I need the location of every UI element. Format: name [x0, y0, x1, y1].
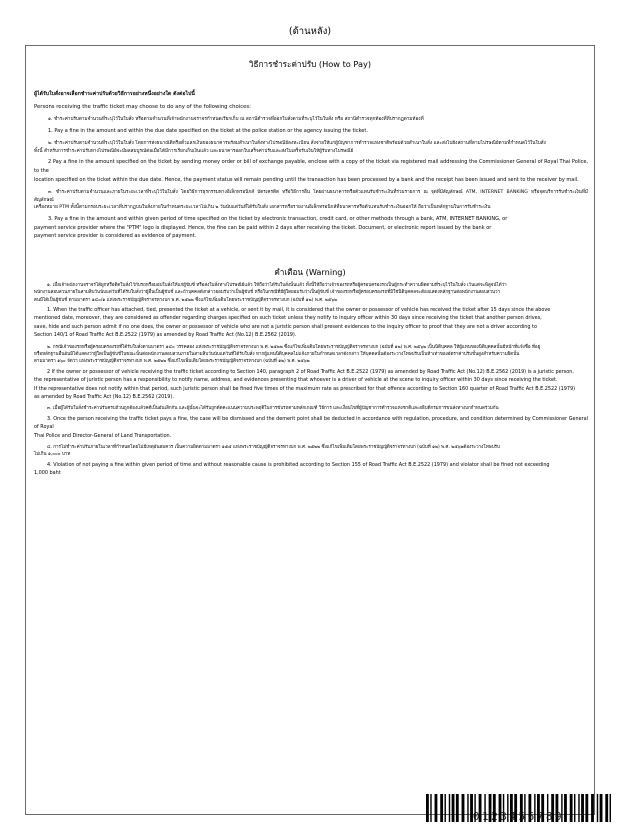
how-to-pay-intro-english: Persons receiving the traffic ticket may choose to do any of the following choices: — [34, 104, 251, 110]
pay-option-2 — [34, 140, 588, 184]
pay-option-3-thai-line-1: ๓. ชำระค่าปรับตามจำนวนและภายในระยะเวลาที่ระบุไว้ในใบสั่ง โดยวิธีการธุรกรรมทางอิเล็กทรอนิกส์ บัตรเครดิต หรือวิธีการอื่น โดยผ่านธนาคารหรือตัวแทนรับชำระเงินที่ร่วมรายการ ณ จุดที่มีสัญลักษณ์ ATM, INTERNET BANKING หรือจุดบริการรับชำระเงินที่มีสัญลักษณ์ — [34, 190, 588, 203]
pay-option-1 — [34, 116, 588, 135]
warning-1-thai-line-2: พนักงานสอบสวนภายในสามสิบวันนับแต่วันที่ได้รับใบสั่งว่าผู้อื่นเป็นผู้ขับขี่ และถ้าบุคคลดังกล่าวยอมรับว่าเป็นผู้ขับขี่ หรือในกรณีที่มีผู้ใดยอมรับว่าเป็นผู้ขับขี่ เจ้าของรถหรือผู้ครอบครองรถที่มิใช่นิติบุคคลจะต้องแสดงหลักฐานต่อพนักงานสอบสวนว่า — [34, 290, 501, 296]
warning-2-thai-line-1: ๒. กรณีเจ้าของรถหรือผู้ครอบครองรถที่ได้รับใบสั่งตามมาตรา ๑๔๐ วรรคสอง แห่งพระราชบัญญัติจราจรทางบก พ.ศ. ๒๕๒๒ ซึ่งแก้ไขเพิ่มเติมโดยพระราชบัญญัติจราจรทางบก (ฉบับที่ ๑๒) พ.ศ. ๒๕๖๒ เป็นนิติบุคคล ให้ผู้แทนของนิติบุคคลนั้นมีหน้าที่แจ้งชื่อ ที่อยู่ — [47, 344, 541, 350]
warning-1-english-line-2: mentioned date, moreover, they are considered as offender regarding charges specified on such ticket unless they notify to inquiry officer within 30 days since receiving the ticket that another person drives, — [34, 315, 542, 322]
warning-1-english-line-4: Section 140/1 of Road Traffic Act B.E.2522 (1979) as amended by Road Traffic Act (No.12) B.E.2562 (2019). — [34, 332, 297, 339]
warning-2-english-line-2: the representative of juristic person has a responsibility to notify name, address, and evidences presenting that whoever is a driver of vehicle at the scene to inquiry officer within 30 days since receiving the ticket. — [34, 377, 558, 384]
warning-3-english-line-1: 3. Once the person receiving the traffic ticket pays a fine, the case will be dismissed and the demerit point shall be deducted in accordance with regulation, procedure, and condition determined by Commissioner General of Royal — [34, 415, 588, 431]
pay-option-1-thai-line-1: ๑. ชำระค่าปรับตามจำนวนที่ระบุไว้ในใบสั่ง หรือตามจำนวนที่เจ้าพนักงานจราจรกำหนดเรียกเก็บ ณ สถานีตำรวจที่ออกใบสั่งตามที่ระบุไว้ในใบสั่ง หรือ สถานีตำรวจทุกท้องที่ที่ปรากฏตามท้องที่ — [48, 117, 424, 122]
how-to-pay-intro-thai: ผู้ได้รับใบสั่งอาจเลือกชำระค่าปรับด้วยวิธีการอย่างหนึ่งอย่างใด ดังต่อไปนี้ — [34, 91, 195, 97]
warning-item-2 — [34, 344, 588, 402]
how-to-pay-section — [26, 90, 594, 241]
warning-2-english-line-3: If the representative does not notify within that period, such juristic person shall be fined five times of the maximum rate as prescribed for that offence according to Section 160 quarter of Road Traffic Act B.E.2522 (1979) — [34, 385, 576, 392]
warning-4-english-line-1: 4. Violation of not paying a fine within given period of time and without reasonable cause is prohibited according to Section 155 of Road Traffic Act B.E.2522 (1979) and violator shall be fined not exceeding — [47, 461, 550, 468]
warning-1-thai-line-3: ตนมิได้เป็นผู้ขับขี่ ตามมาตรา ๑๔๐/๑ แห่งพระราชบัญญัติจราจรทางบก พ.ศ. ๒๕๒๒ ซึ่งแก้ไขเพิ่มเติมโดยพระราชบัญญัติจราจรทางบก (ฉบับที่ ๑๒) พ.ศ. ๒๕๖๒ — [34, 297, 338, 303]
warning-2-english-line-1: 2 If the owner or possessor of vehicle receiving the traffic ticket according to Section 140, paragraph 2 of Road Traffic Act B.E.2522 (1979) as amended by Road Traffic Act (No.12) B.E.2562 (2019) is a juristic person, — [47, 368, 574, 375]
warning-4-thai-line-1: ๔. การไม่ชำระค่าปรับภายในเวลาที่กำหนดโดยไม่มีเหตุอันสมควร เป็นความผิดตามมาตรา ๑๕๕ แห่งพระราชบัญญัติจราจรทางบก พ.ศ. ๒๕๒๒ ซึ่งแก้ไขเพิ่มเติมโดยพระราชบัญญัติจราจรทางบก (ฉบับที่ ๑๒) พ.ศ. ๒๕๖๒ต้องระวางโทษปรับ — [47, 445, 500, 451]
barcode-digits: 0123456789 — [472, 810, 565, 823]
warning-section — [26, 282, 594, 478]
warning-3-english-line-2: Thai Police and Director-General of Land Transportation. — [34, 432, 172, 439]
how-to-pay-title: วิธีการชำระค่าปรับ (How to Pay) — [248, 59, 372, 69]
pay-option-2-english-line-2: location specified on the ticket within the due date. Hence, the payment status will remain pending until the transaction has been processed by a bank and the receipt has been issued and sent to the receiver by mail. — [34, 176, 579, 183]
warning-4-thai-line-2: ไม่เกิน ๑,๐๐๐ บาท — [34, 452, 71, 458]
ticket-barcode — [426, 794, 611, 834]
warning-2-thai-line-2: หรือหลักฐานอื่นอันมิได้แสดงว่าผู้ใดเป็นผู้ขับขี่ในขณะนั้นต่อพนักงานสอบสวนภายในสามสิบวันนับแต่วันที่ได้รับใบสั่ง หากผู้แทนนิติบุคคลไม่แจ้งภายในกำหนดเวลาดังกล่าว ให้บุคคลนั้นต้องระวางโทษปรับเป็นห้าเท่าของอัตราค่าปรับขั้นสูงสำหรับความผิดนั้น — [34, 351, 520, 357]
warning-2-thai-line-3: ตามมาตรา ๑๖๐ จัตวา แห่งพระราชบัญญัติจราจรทางบก พ.ศ. ๒๕๒๒ ซึ่งแก้ไขเพิ่มเติมโดยพระราชบัญญัติจราจรทางบก (ฉบับที่ ๑๒) พ.ศ. ๒๕๖๒ — [34, 359, 310, 365]
pay-option-3 — [34, 189, 588, 241]
warning-1-english-line-1: 1. When the traffic officer has attached, tied, presented the ticket at a vehicle, or sent it by mail, it is considered that the owner or possessor of vehicle has received the ticket after 15 days since the above — [47, 306, 551, 313]
warning-4-english-line-2: 1,000 baht — [34, 470, 61, 477]
page-side-label: (ด้านหลัง) — [288, 26, 332, 37]
pay-option-2-thai-line-1: ๒. ชำระค่าปรับตามจำนวนที่ระบุไว้ในใบสั่ง โดยการส่งธนาณัติหรือตั๋วแลกเงินของธนาคารพร้อมสำเนาใบสั่งทางไปรษณีย์ลงทะเบียน สั่งจ่ายให้แก่ผู้บัญชาการตำรวจแห่งชาติพร้อมด้วยสำเนาใบสั่ง และส่งไปยังสถานที่ตามไปรษณีย์ตามที่กำหนดไว้ในใบสั่ง — [48, 141, 546, 147]
ticket-back-frame — [25, 45, 595, 823]
warning-2-english-line-4: as amended by Road Traffic Act (No.12) B.E.2562 (2019). — [34, 394, 174, 400]
pay-option-3-english-line-1: 3. Pay a fine in the amount and within given period of time specified on the ticket by electronic transaction, credit card, or other methods through a bank, ATM, INTERNET BANKING, or — [48, 215, 508, 222]
pay-option-2-english-line-1: 2 Pay a fine in the amount specified on the ticket by sending money order or bill of exchange payable, enclose with a copy of the ticket via registered mail addressing the Commissioner General of Royal Thai Police, to the — [34, 159, 588, 174]
pay-option-1-english-line-1: 1. Pay a fine in the amount and within the due date specified on the ticket at the police station or the agency issuing the ticket. — [48, 127, 368, 134]
warning-item-3 — [34, 405, 588, 440]
warning-1-thai-line-1: ๑. เมื่อเจ้าพนักงานจราจรได้ผูกหรือติดใบสั่งไว้กับรถหรือมอบใบสั่งให้แก่ผู้ขับขี่ หรือส่งใบสั่งทางไปรษณีย์แล้ว ให้ถือว่าได้รับใบสั่งนั้นแล้ว ทั้งนี้ให้ถือว่าเจ้าของรถหรือผู้ครอบครองรถเป็นผู้กระทำความผิดตามที่ระบุไว้ในใบสั่ง เว้นแต่จะพิสูจน์ได้ว่า — [47, 282, 507, 288]
pay-option-3-thai-line-2: เครื่องหมาย PTM ทั้งนี้ตามกรอบระยะเวลาที่ปรากฏบนใบสั่งภายในกำหนดระยะเวลาไม่เกิน ๒ วันนับแต่วันที่ได้รับใบสั่ง เอกสารหรือรายงานอิเล็กทรอนิกส์ที่ธนาคารหรือตัวแทนรับชำระเงินออกให้ ถือว่าเป็นหลักฐานในการรับชำระเงิน — [34, 205, 491, 211]
warning-3-thai-line-1: ๓. เมื่อผู้ได้รับใบสั่งชำระค่าปรับครบถ้วนถูกต้องแล้วคดีเป็นอันเลิกกัน และผู้นั้นจะได้รับถูกตัดคะแนนความประพฤติในการขับรถตามหลักเกณฑ์ วิธีการ และเงื่อนไขที่ผู้บัญชาการตำรวจแห่งชาติและอธิบดีกรมการขนส่งทางบกกำหนดร่วมกัน — [47, 406, 499, 412]
pay-option-2-thai-line-2: ทั้งนี้ สำหรับการชำระค่าปรับทางไปรษณีย์จะมีผลสมบูรณ์ต่อเมื่อได้มีการเรียกเก็บเงินแล้ว และธนาคารออกใบเสร็จค่าปรับและส่งใบเสร็จรับเงินให้ผู้รับทางไปรษณีย์ — [34, 148, 354, 154]
warning-item-4 — [34, 444, 588, 478]
warning-1-english-line-3: save, hide and such person admit if no one does, the owner or possessor of vehicle who are not a juristic person shall present evidences to the inquiry officer to proof that they are not a driver according to — [34, 323, 537, 330]
pay-option-3-english-line-2: payment service provider where the "PTM" logo is displayed. Hence, the fine can be paid within 2 days after receiving the ticket. Document, or electronic report issued by the bank or — [34, 224, 492, 231]
warning-item-1 — [34, 282, 588, 340]
warning-title: คำเตือน (Warning) — [274, 266, 346, 277]
pay-option-3-english-line-3: payment service provider is considered as evidence of payment. — [34, 233, 197, 240]
